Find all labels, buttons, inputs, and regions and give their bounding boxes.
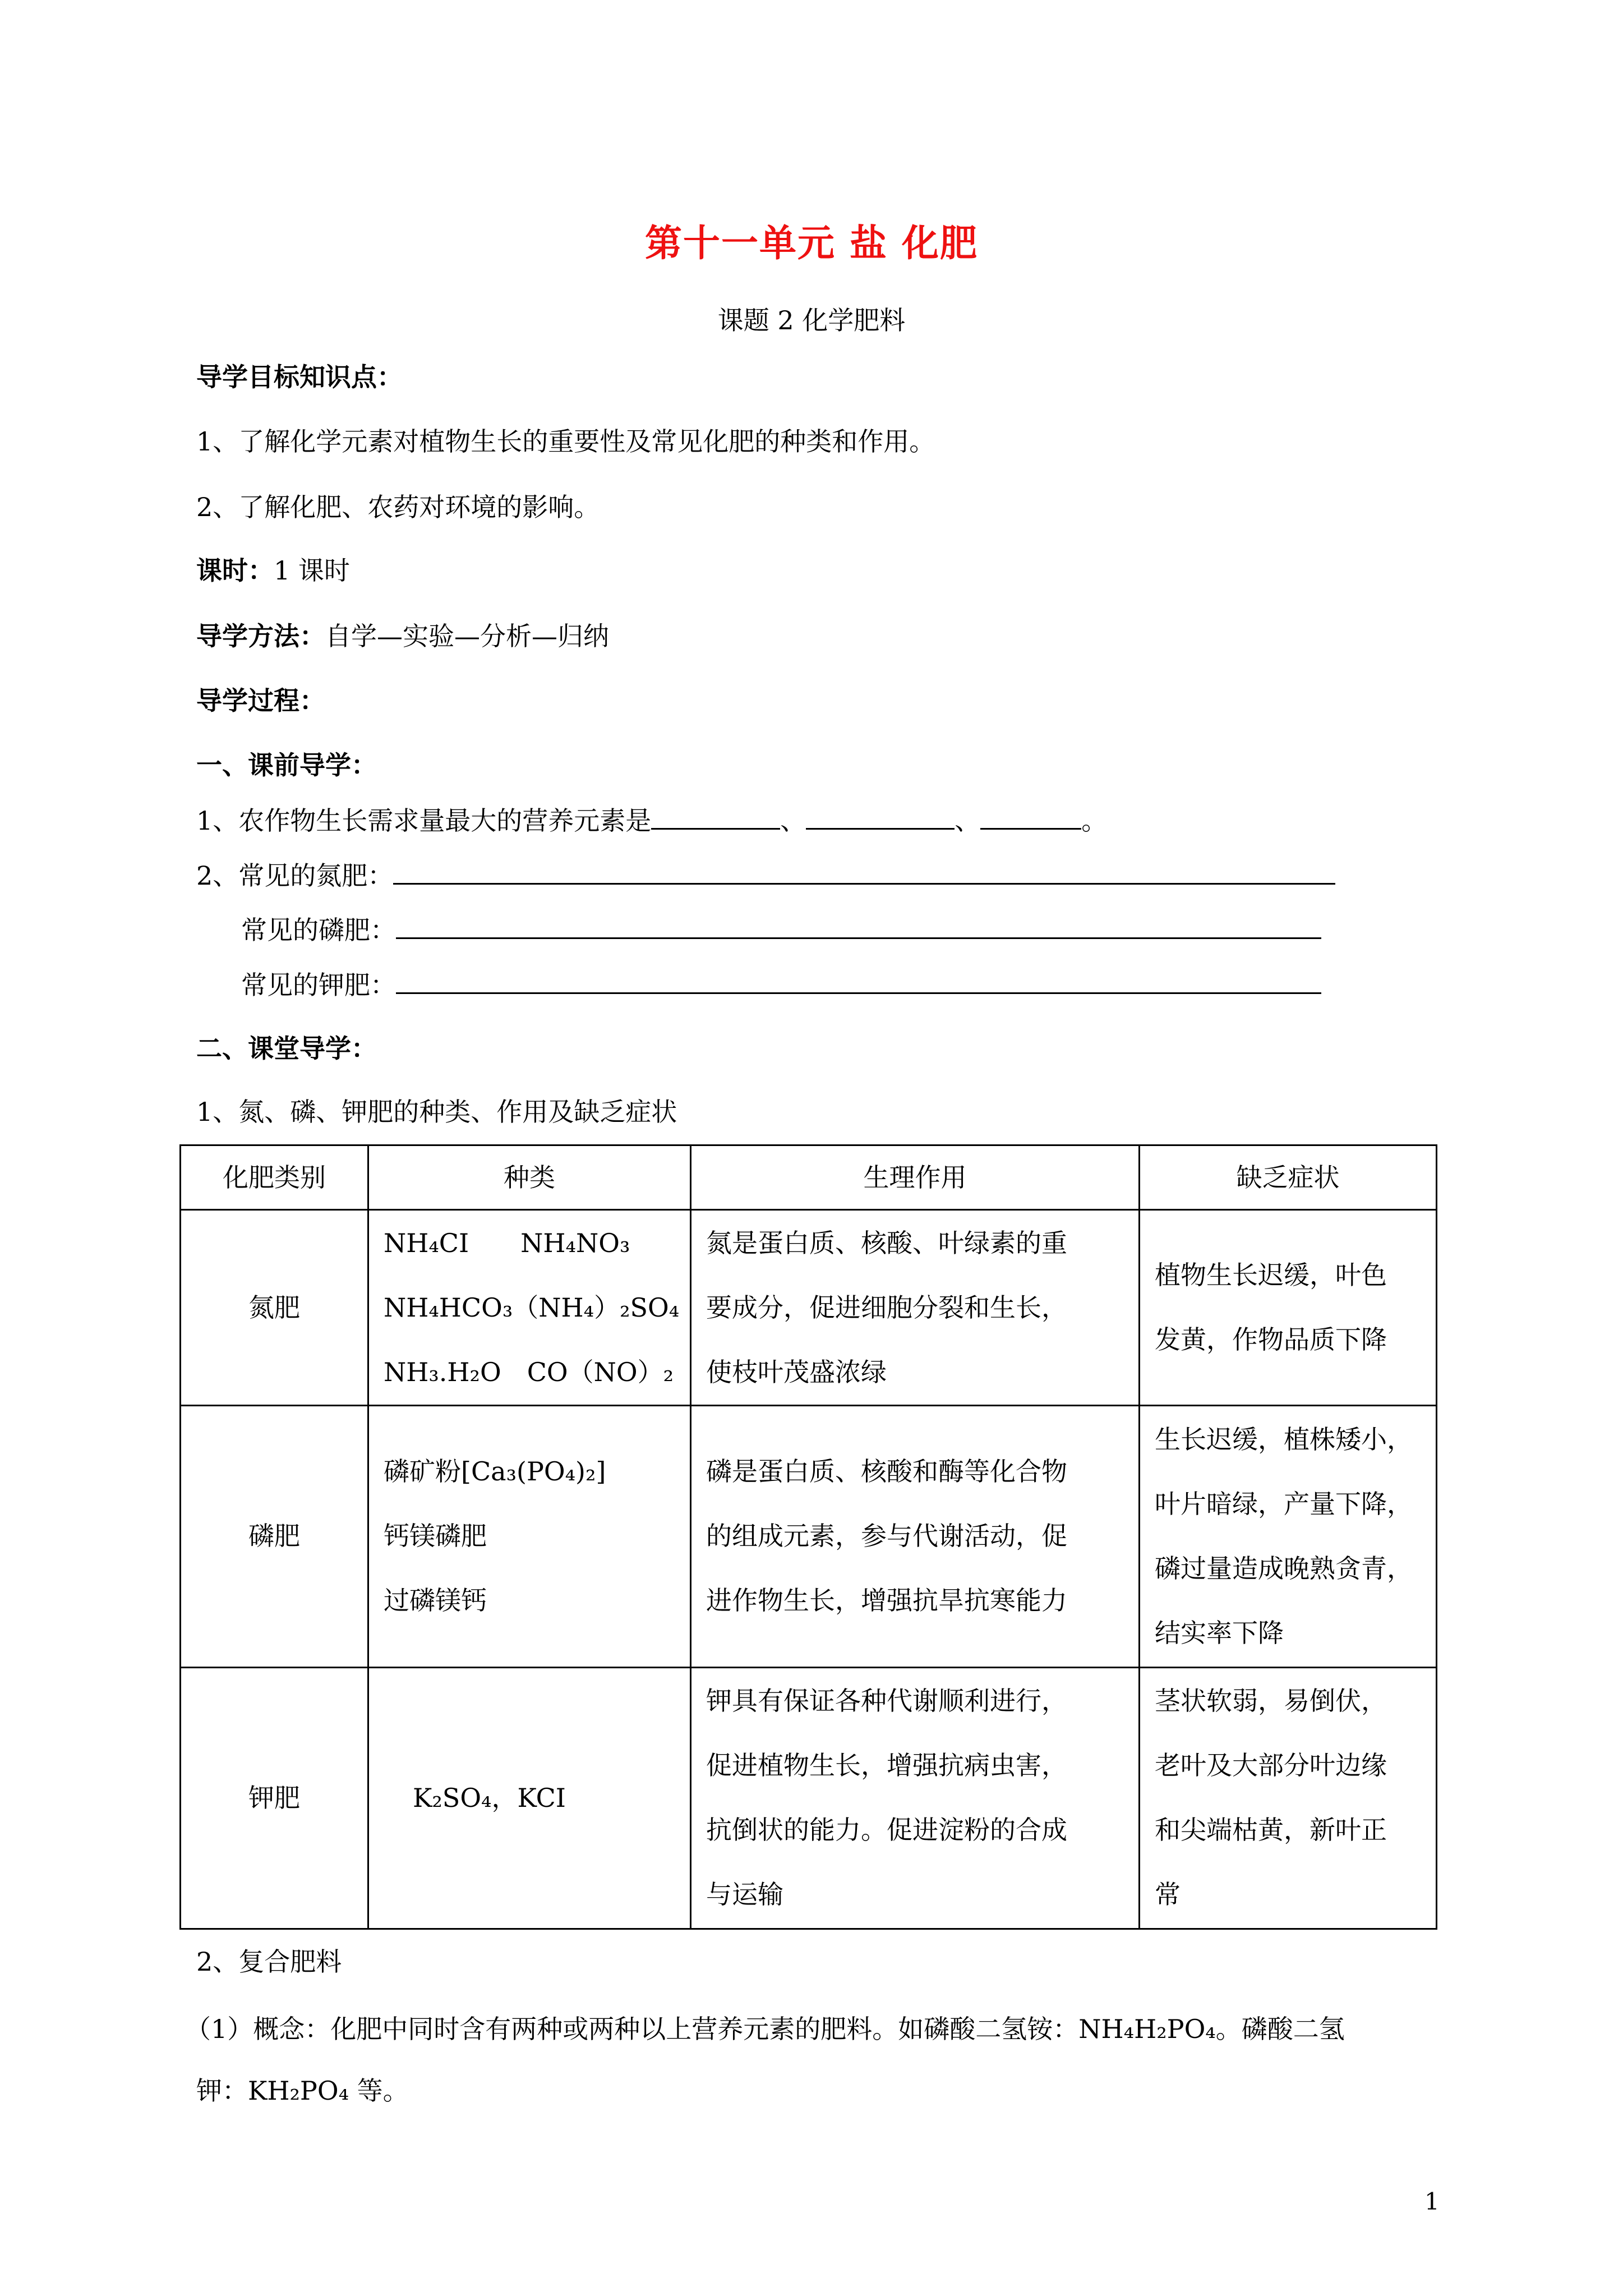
symptom-line: 生长迟缓，植株矮小，: [1155, 1424, 1413, 1455]
in-class-question-1: 1、氮、磷、钾肥的种类、作用及缺乏症状: [196, 1097, 677, 1127]
compound-fertilizer-heading: 2、复合肥料: [196, 1947, 342, 1977]
symptom-line: 茎状软弱，易倒伏，: [1155, 1686, 1387, 1717]
guide-method-value: 自学—实验—分析—归纳: [325, 621, 609, 651]
phosphorus-label: 常见的磷肥：: [241, 915, 396, 945]
function-line: 氮是蛋白质、核酸、叶绿素的重: [706, 1227, 1067, 1258]
period: 。: [1081, 806, 1108, 836]
kind-line: NH₃.H₂O CO（NO）₂: [384, 1356, 674, 1387]
kind-line: 磷矿粉[Ca₃(PO₄)₂]: [384, 1456, 606, 1487]
table-row-potassium: [181, 1667, 1437, 1929]
function-line: 抗倒状的能力。促进淀粉的合成: [706, 1815, 1067, 1846]
function-line: 要成分，促进细胞分裂和生长，: [706, 1292, 1067, 1323]
kind-line: 过磷镁钙: [384, 1585, 487, 1616]
concept-line-2: 钾：KH₂PO₄ 等。: [196, 2076, 409, 2106]
cell-symptoms: [1140, 1667, 1437, 1929]
symptom-line: 老叶及大部分叶边缘: [1155, 1750, 1387, 1781]
potassium-answer-blank[interactable]: [396, 967, 1321, 994]
function-line: 促进植物生长，增强抗病虫害，: [706, 1750, 1067, 1781]
fertilizer-table: [179, 1144, 1437, 1930]
header-symptoms: 缺乏症状: [1140, 1145, 1437, 1210]
lesson-subtitle: 课题 2 化学肥料: [717, 305, 906, 335]
kind-line: NH₄CI NH₄NO₃: [384, 1227, 630, 1258]
pre-class-heading: 一、课前导学：: [196, 750, 377, 780]
symptom-line: 常: [1155, 1879, 1181, 1910]
answer-blank-2[interactable]: [806, 802, 955, 830]
process-heading: 导学过程：: [196, 685, 325, 716]
pre-question-2-nitrogen: [196, 857, 1335, 891]
header-function: 生理作用: [691, 1145, 1140, 1210]
cell-symptoms: [1140, 1406, 1437, 1667]
pre-question-1-text: 1、农作物生长需求量最大的营养元素是: [196, 806, 652, 836]
table-header-row: [181, 1145, 1437, 1210]
objective-2: 2、了解化肥、农药对环境的影响。: [196, 492, 600, 522]
in-class-heading: 二、课堂导学：: [196, 1033, 377, 1064]
cell-category: 钾肥: [181, 1667, 368, 1929]
kind-line: NH₄HCO₃（NH₄）₂SO₄: [384, 1292, 680, 1323]
guide-method-label: 导学方法：: [196, 621, 325, 651]
function-line: 进作物生长，增强抗旱抗寒能力: [706, 1585, 1067, 1616]
cell-kinds: [368, 1210, 691, 1406]
pre-question-2-phosphorus: [241, 912, 1321, 946]
function-line: 钾具有保证各种代谢顺利进行，: [706, 1686, 1067, 1717]
function-line: 与运输: [706, 1879, 783, 1910]
symptom-line: 和尖端枯黄，新叶正: [1155, 1815, 1387, 1846]
potassium-label: 常见的钾肥：: [241, 970, 396, 1000]
unit-title: 第十一单元 盐 化肥: [645, 221, 978, 265]
answer-blank-3[interactable]: [980, 802, 1081, 830]
concept-line-1: （1）概念：化肥中同时含有两种或两种以上营养元素的肥料。如磷酸二氢铵：NH₄H₂PO₄。磷酸二氢: [185, 2014, 1345, 2044]
function-line: 磷是蛋白质、核酸和酶等化合物: [706, 1456, 1067, 1487]
header-kinds: 种类: [368, 1145, 691, 1210]
cell-function: [691, 1667, 1140, 1929]
symptom-line: 磷过量造成晚熟贪青，: [1155, 1553, 1413, 1584]
kind-line: K₂SO₄，KCI: [413, 1782, 566, 1813]
table-row-nitrogen: [181, 1210, 1437, 1406]
kind-line: 钙镁磷肥: [384, 1521, 487, 1552]
pre-question-1: [196, 802, 1107, 836]
cell-function: [691, 1210, 1140, 1406]
symptom-line: 结实率下降: [1155, 1617, 1284, 1648]
table-row-phosphorus: [181, 1406, 1437, 1667]
cell-category: 磷肥: [181, 1406, 368, 1667]
symptom-line: 植物生长迟缓，叶色: [1155, 1260, 1387, 1291]
nitrogen-answer-blank[interactable]: [393, 857, 1335, 885]
answer-blank-1[interactable]: [651, 802, 780, 830]
separator: 、: [955, 806, 981, 836]
symptom-line: 叶片暗绿，产量下降，: [1155, 1488, 1413, 1519]
objective-1: 1、了解化学元素对植物生长的重要性及常见化肥的种类和作用。: [196, 426, 935, 457]
cell-kinds: [368, 1406, 691, 1667]
pre-question-2-potassium: [241, 967, 1321, 1001]
phosphorus-answer-blank[interactable]: [396, 912, 1321, 939]
objectives-heading: 导学目标知识点：: [196, 362, 403, 392]
cell-function: [691, 1406, 1140, 1667]
separator: 、: [780, 806, 806, 836]
function-line: 使枝叶茂盛浓绿: [706, 1356, 887, 1387]
class-hours-value: 1 课时: [274, 555, 350, 586]
cell-symptoms: [1140, 1210, 1437, 1406]
cell-kinds: [368, 1667, 691, 1929]
symptom-line: 发黄，作物品质下降: [1155, 1324, 1387, 1355]
page-number: 1: [1424, 2188, 1440, 2215]
class-hours-label: 课时：: [196, 555, 274, 586]
nitrogen-label: 2、常见的氮肥：: [196, 861, 394, 891]
header-category: 化肥类别: [181, 1145, 368, 1210]
cell-category: 氮肥: [181, 1210, 368, 1406]
guide-method: [196, 621, 609, 652]
function-line: 的组成元素，参与代谢活动，促: [706, 1521, 1067, 1552]
class-hours: [196, 555, 350, 586]
